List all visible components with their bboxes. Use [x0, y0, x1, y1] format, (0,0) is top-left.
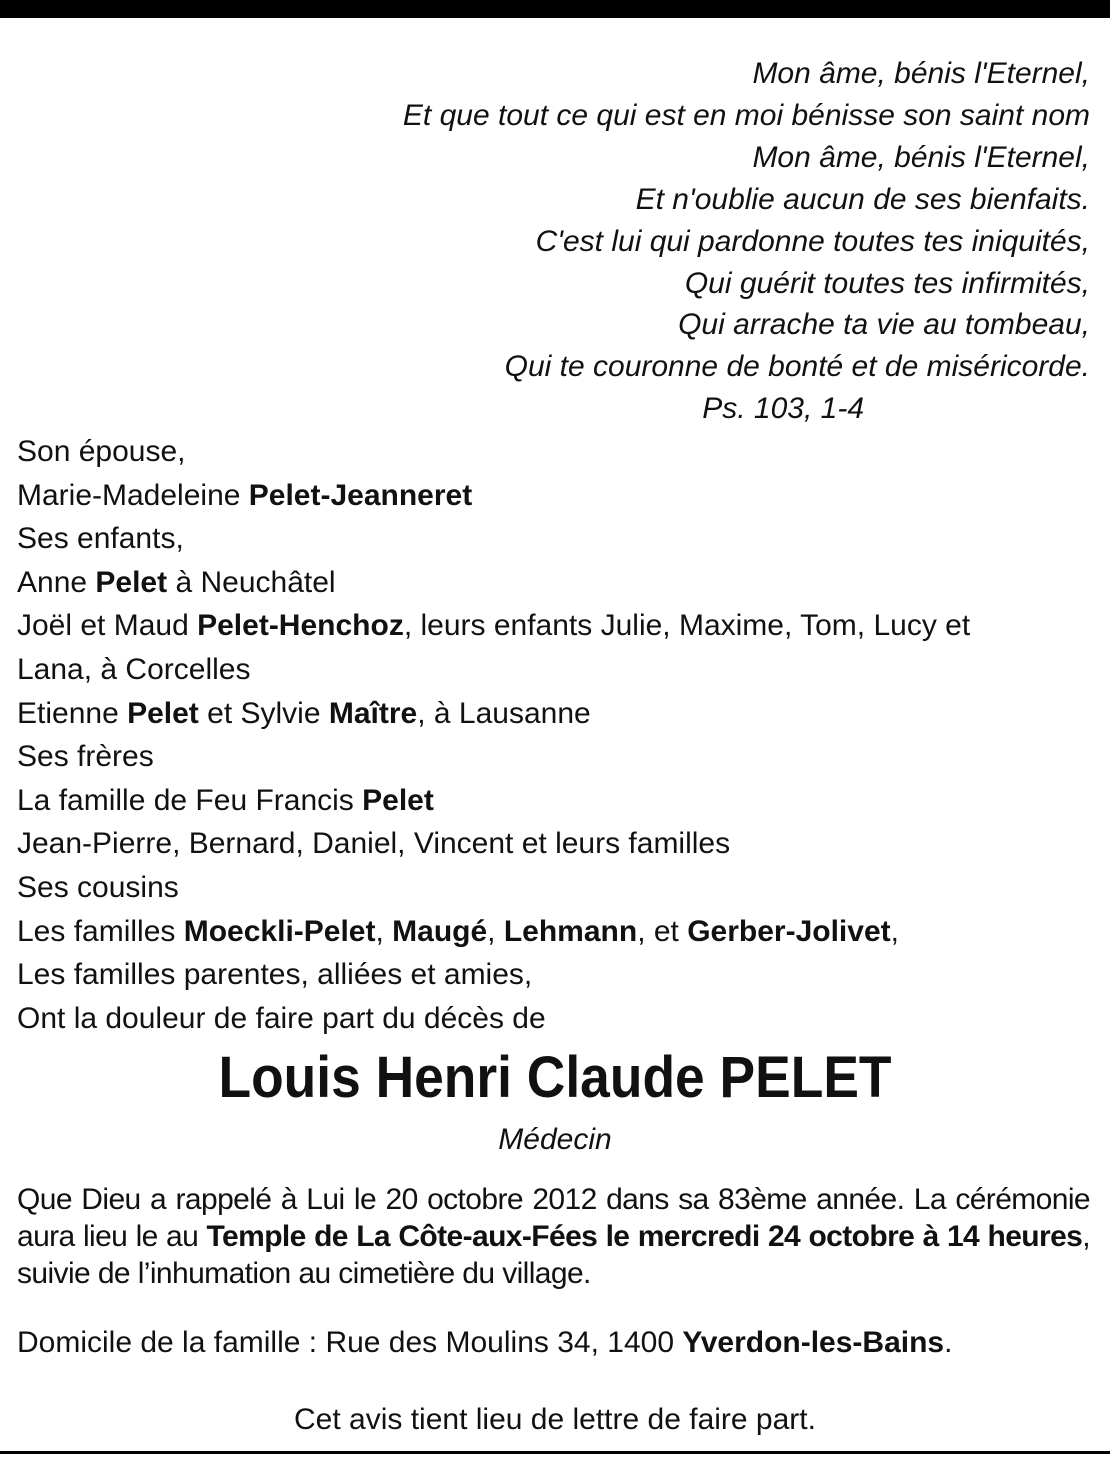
name-bold: Pelet-Jeanneret [248, 478, 473, 512]
name-bold: Pelet [127, 696, 199, 730]
psalm-line: Mon âme, bénis l'Eternel, [752, 57, 1090, 90]
family-line [17, 692, 1092, 736]
family-domicile [17, 1326, 952, 1360]
text-segment: , leurs enfants Julie, Maxime, Tom, Lucy et [403, 609, 971, 643]
psalm-quote [403, 53, 1090, 430]
text-segment: Marie-Madeleine [17, 478, 249, 512]
psalm-line: Qui guérit toutes tes infirmités, [684, 266, 1090, 300]
family-line [17, 735, 1092, 779]
family-line [17, 430, 1092, 474]
name-bold: Moeckli-Pelet [183, 914, 376, 948]
text-segment: Anne [17, 565, 96, 599]
text-segment: Etienne [17, 696, 128, 730]
text-segment: Les familles parentes, alliées et amies, [17, 958, 533, 992]
psalm-line: Mon âme, bénis l'Eternel, [752, 140, 1090, 174]
text-segment: Domicile de la famille : Rue des Moulins 34, 1400 [17, 1326, 683, 1359]
name-bold: Yverdon-les-Bains [682, 1326, 945, 1359]
psalm-line: C'est lui qui pardonne toutes tes iniquités, [535, 224, 1090, 258]
family-line [17, 561, 1092, 605]
family-list [17, 430, 1092, 1040]
family-line [17, 648, 1092, 692]
text-segment: Ont la douleur de faire part du décès de [17, 1001, 546, 1035]
text-segment: Lana, à Corcelles [17, 652, 251, 686]
text-segment: , [890, 914, 899, 948]
family-line [17, 517, 1092, 561]
text-segment: , à Lausanne [417, 696, 591, 730]
text-segment: . [944, 1326, 953, 1359]
psalm-line: Qui arrache ta vie au tombeau, [678, 308, 1090, 342]
name-bold: Pelet [362, 783, 434, 817]
text-segment: Que Dieu a rappelé à Lui le 20 octobre 2012 dans sa 83ème année. La cérémonie aura lieu le au [17, 1183, 1090, 1253]
family-line [17, 474, 1092, 518]
text-segment: et Sylvie [198, 696, 329, 730]
family-line [17, 910, 1092, 954]
text-segment: à Neuchâtel [167, 565, 336, 599]
name-bold: Maître [328, 696, 418, 730]
name-bold: Pelet [95, 565, 168, 599]
text-segment: , suivie de l’inhumation au cimetière du village. [17, 1220, 1090, 1290]
text-segment: Ses frères [17, 740, 154, 774]
family-line [17, 779, 1092, 823]
text-segment: , [375, 914, 393, 948]
text-segment: , [487, 914, 504, 948]
closing-note: Cet avis tient lieu de lettre de faire part. [294, 1403, 816, 1436]
family-line [17, 953, 1092, 997]
name-bold: Gerber-Jolivet [687, 914, 891, 948]
family-line [17, 866, 1092, 910]
text-segment: , et [637, 914, 688, 948]
family-line [17, 604, 1092, 648]
text-segment: La famille de Feu Francis [17, 783, 363, 817]
name-bold: Temple de La Côte-aux-Fées le mercredi 24 octobre à 14 heures [206, 1220, 1083, 1253]
text-segment: Ses enfants, [17, 522, 184, 556]
psalm-line: Et n'oublie aucun de ses bienfaits. [635, 182, 1090, 216]
family-line [17, 822, 1092, 866]
text-segment: Joël et Maud [17, 609, 198, 643]
top-border [0, 0, 1110, 18]
deceased-profession: Médecin [498, 1123, 612, 1156]
bottom-border [0, 1451, 1110, 1454]
family-line [17, 997, 1092, 1041]
psalm-reference: Ps. 103, 1-4 [702, 392, 864, 426]
ceremony-paragraph [17, 1181, 1090, 1292]
psalm-line: Et que tout ce qui est en moi bénisse son saint nom [402, 98, 1090, 132]
text-segment: Les familles [17, 914, 184, 948]
psalm-line: Qui te couronne de bonté et de miséricorde. [504, 350, 1090, 384]
deceased-name: Louis Henri Claude PELET [218, 1045, 892, 1110]
name-bold: Lehmann [503, 914, 638, 948]
text-segment: Jean-Pierre, Bernard, Daniel, Vincent et leurs familles [17, 827, 731, 861]
name-bold: Maugé [392, 914, 488, 948]
text-segment: Ses cousins [17, 870, 179, 904]
name-bold: Pelet-Henchoz [197, 609, 404, 643]
text-segment: Son épouse, [17, 435, 186, 468]
